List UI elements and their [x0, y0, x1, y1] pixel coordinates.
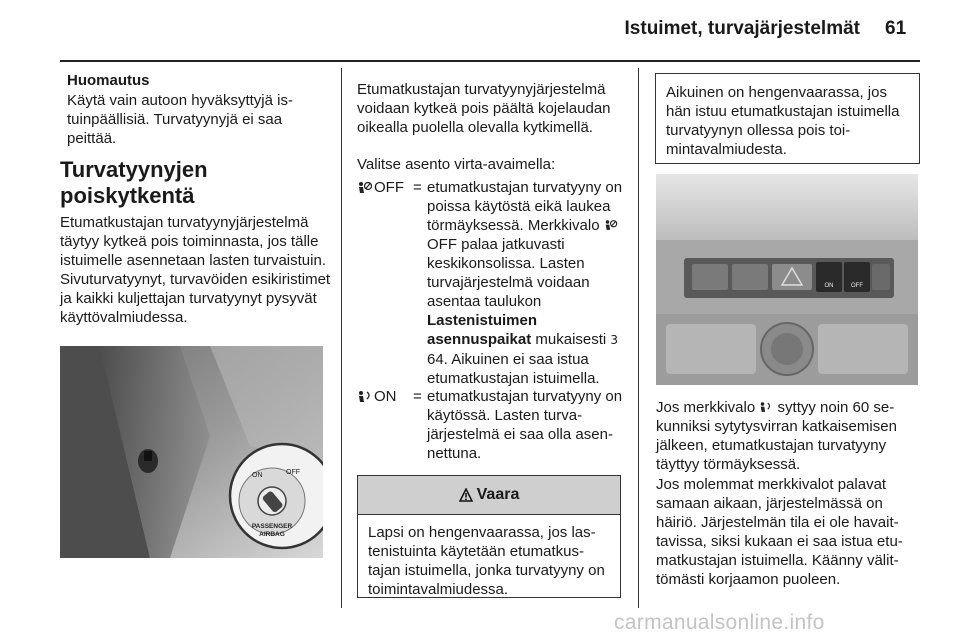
- photo1-on-label: ON: [252, 472, 263, 479]
- section-intro: Etumatkustajan turvatyynyjärjestelmä täytyy kytkeä pois toiminnasta, jos tälle istuimelle asennetaan lasten turvaistuin. Sivuturvatyynyt, turvavöiden esikiristimet ja kaikki kuljettajan turvatyynyt pysyvät käyttövalmiudessa.: [60, 214, 331, 326]
- page-number: 61: [885, 18, 907, 39]
- column-divider-left: [341, 68, 342, 608]
- off-definition-eq: =: [413, 179, 422, 196]
- on-definition-key: [357, 387, 397, 406]
- col3-para1-a: Jos merkkivalo: [656, 399, 760, 416]
- header-rule: [60, 60, 920, 62]
- off-text-d: 64. Aikuinen ei saa istua etumatkustajan istuimella.: [427, 351, 600, 387]
- console-indicator-photo: [656, 174, 918, 385]
- passenger-airbag-off-icon: [604, 219, 618, 232]
- photo2-off-label: OFF: [851, 283, 863, 289]
- warning-triangle-icon: [459, 488, 473, 502]
- warning-box: [357, 475, 621, 598]
- airbag-switch-photo: [60, 346, 323, 558]
- off-definition-text: [427, 178, 625, 388]
- passenger-airbag-on-icon: [759, 401, 773, 414]
- on-definition-text: etumatkustajan turvatyyny on käytössä. Lasten turvajärjestelmä ei saa olla asennettuna.: [427, 388, 623, 462]
- photo1-caption-line2: AIRBAG: [259, 531, 285, 538]
- note-title: Huomautus: [67, 72, 150, 89]
- off-definition-key: [357, 178, 404, 197]
- col2-para2: Valitse asento virta-avaimella:: [357, 156, 556, 173]
- col3-para1: [656, 398, 924, 474]
- note-body: Käytä vain autoon hyväksyttyjä istuinpäällisiä. Turvatyynyjä ei saa peittää.: [67, 92, 293, 147]
- on-key-label: ON: [374, 388, 397, 405]
- section-heading: Turvatyynyjen poiskytkentä: [60, 157, 208, 208]
- photo1-caption-line1: PASSENGER: [251, 523, 293, 530]
- warning-body: Lapsi on hengenvaarassa, jos lastenistuinta käytetään etumatkustajan istuimella, jonka turvatyyny on toimintavalmiudessa.: [368, 524, 605, 598]
- on-definition-eq: =: [413, 388, 422, 405]
- off-text-c: mukaisesti: [531, 331, 611, 348]
- col2-para1: Etumatkustajan turvatyynyjärjestelmä voidaan kytkeä pois päältä kojelaudan oikealla puolella olevalla kytkimellä.: [357, 81, 611, 136]
- off-bold-reference: Lastenistuimen asennuspaikat: [427, 312, 538, 348]
- warning-header: [358, 476, 620, 515]
- passenger-airbag-off-icon: [357, 181, 373, 195]
- notice-box: Aikuinen on hengenvaarassa, jos hän istuu etumatkustajan istuimella turvatyynyn ollessa pois toimintavalmiudesta.: [655, 73, 920, 164]
- off-key-label: OFF: [374, 179, 404, 196]
- off-text-a: etumatkustajan turvatyyny on poissa käytöstä eikä laukea törmäyksessä. Merkkivalo: [427, 179, 623, 234]
- watermark: carmanualsonline.info: [614, 611, 825, 634]
- passenger-airbag-on-icon: [357, 390, 373, 404]
- warning-title: Vaara: [476, 486, 520, 503]
- col3-para1-b: syttyy noin 60 sekunniksi sytytysvirran katkaisemisen jälkeen, etumatkustajan turvatyyny täyttyy törmäyksessä.: [656, 399, 897, 473]
- col3-para2: Jos molemmat merkkivalot palavat samaan aikaan, järjestelmässä on häiriö. Järjestelmän tila ei ole havaittavissa, siksi kukaan ei saa istua etumatkustajan istuimella. Käänny välittömästi korjaamon puoleen.: [656, 476, 903, 588]
- photo1-off-label: OFF: [286, 469, 300, 476]
- page-header-title: Istuimet, turvajärjestelmät: [624, 18, 860, 39]
- column-divider-right: [638, 68, 639, 608]
- photo2-on-label: ON: [824, 283, 834, 289]
- off-text-icon-label: OFF: [427, 236, 457, 253]
- off-text-b: palaa jatkuvasti keskikonsolissa. Lasten turvajärjestelmä voidaan asentaa taulukon: [427, 236, 590, 310]
- page-reference-arrow-icon: 3: [610, 333, 619, 347]
